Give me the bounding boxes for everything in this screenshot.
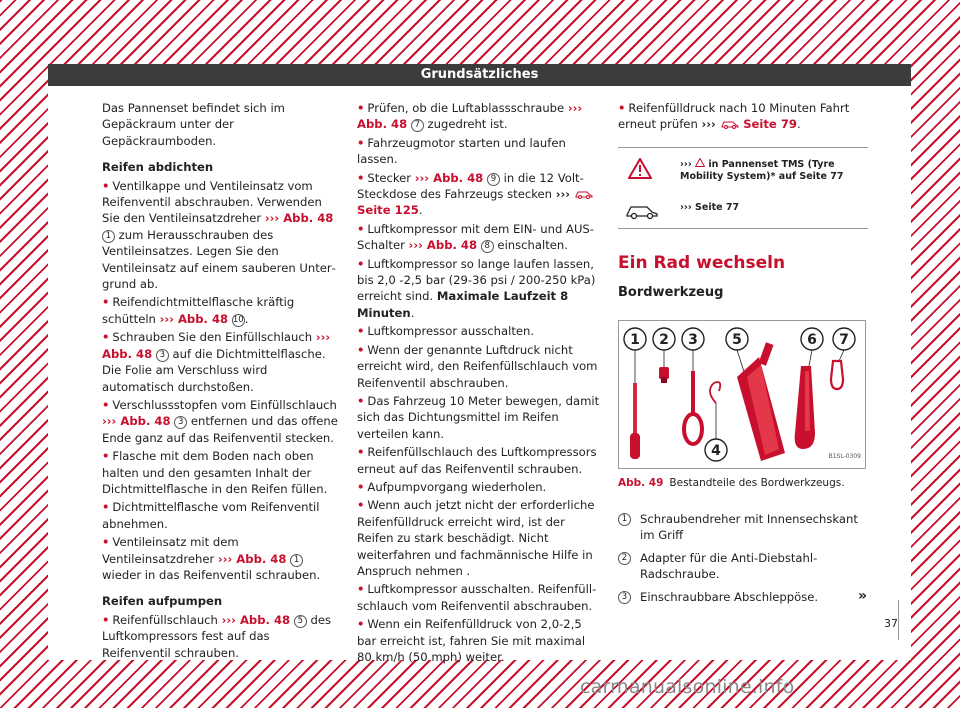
callout-number: 10 — [232, 314, 244, 325]
figure-caption: Abb. 49 Bestandteile des Bordwerkzeugs. — [618, 476, 845, 489]
figure-link[interactable]: ››› Abb. 48 — [408, 238, 478, 253]
list-item: • Luftkompressor mit dem EIN- und AUS-Schalter ››› Abb. 48 8 einschalten. — [357, 221, 594, 253]
figure-label: 4 — [711, 442, 721, 459]
bullet-icon: • — [357, 498, 365, 513]
list-item: • Stecker ››› Abb. 48 9 in die 12 Volt-Steckdose des Fahrzeugs stecken ››› Seite 125. — [357, 170, 601, 219]
subsection-title: Bordwerkzeug — [618, 285, 724, 301]
watermark: carmanualsonline.info — [580, 676, 795, 698]
list-reifen-abdichten — [102, 178, 342, 584]
page-rule — [898, 600, 899, 640]
callout-number: 5 — [294, 615, 307, 628]
bullet-icon: • — [357, 256, 365, 271]
figure-link[interactable]: ››› Abb. 48 — [102, 414, 171, 429]
bullet-icon: • — [102, 612, 110, 627]
callout-number: 1 — [290, 554, 303, 567]
list-item: • Reifenfülldruck nach 10 Minuten Fahrt erneut prüfen ››› Seite 79. — [618, 101, 850, 132]
legend-text: Adapter für die Anti-Diebstahl-Radschraube. — [640, 550, 818, 582]
heading-reifen-abdichten: Reifen abdichten — [102, 160, 214, 175]
figure-link[interactable]: ››› Abb. 48 — [217, 551, 287, 566]
callout-number: 1 — [618, 513, 631, 526]
list-item: • Ventileinsatz mit dem Ventileinsatzdreher ››› Abb. 48 1 wieder in das Reifenventil schrauben. — [102, 535, 321, 582]
figure-link[interactable]: ››› Abb. 48 — [414, 170, 484, 185]
figure-link[interactable]: ››› Abb. 48 — [264, 211, 334, 226]
bullet-icon: • — [357, 445, 365, 460]
car-book-icon — [574, 188, 594, 199]
figure-label: 3 — [688, 331, 698, 348]
figure-label: 7 — [839, 331, 849, 348]
legend-item — [618, 550, 868, 583]
warning-triangle-icon — [628, 158, 652, 179]
bullet-icon: • — [102, 295, 110, 310]
bullet-icon: • — [357, 617, 365, 632]
figure-link[interactable]: ››› Abb. 48 — [357, 101, 583, 132]
legend-text: Schraubendreher mit Innensechskant im Griff — [640, 512, 858, 543]
list-item: • Fahrzeugmotor starten und laufen lassen. — [357, 135, 566, 167]
callout-number: 7 — [411, 119, 424, 132]
page-link[interactable]: Seite 125 — [357, 203, 419, 218]
continued-arrow: » — [858, 588, 868, 604]
column-1 — [102, 100, 342, 663]
callout-number: 9 — [487, 173, 500, 186]
page-number: 37 — [884, 617, 898, 630]
figure-label: 2 — [659, 331, 669, 348]
list-item: • Ventilkappe und Ventileinsatz vom Reifenventil abschrauben. Verwenden Sie den Ventileinsatzdreher ››› Abb. 48 1 zum Herausschrauben des Ventileinsatzes. Legen Sie den Ventileinsatz auf einem sauberen Untergrund ab. — [102, 178, 336, 292]
figure-label: 1 — [630, 331, 640, 348]
car-book-icon — [624, 200, 660, 220]
list-item: • Wenn auch jetzt nicht der erforderliche Reifenfülldruck erreicht wird, ist der Reifen zu stark beschädigt. Nicht weiterfahren und fachmännische Hilfe in Anspruch nehmen . — [357, 498, 595, 578]
list-item: • Reifendichtmittelflasche kräftig schütteln ››› Abb. 48 10. — [102, 295, 295, 326]
bullet-icon: • — [357, 479, 365, 494]
column-2 — [357, 100, 601, 667]
heading-reifen-aufpumpen: Reifen aufpumpen — [102, 594, 223, 609]
bullet-icon: • — [357, 135, 365, 150]
list-item: • Luftkompressor ausschalten. — [357, 324, 535, 339]
section-title: Ein Rad wechseln — [618, 252, 786, 273]
figure-link[interactable]: ››› Abb. 48 — [159, 311, 229, 326]
page-link[interactable]: Seite 79 — [743, 117, 797, 132]
list-item: • Reifenfüllschlauch des Luftkompressors erneut auf das Reifenventil schrauben. — [357, 445, 597, 476]
legend-item — [618, 589, 868, 605]
list-item: • Aufpumpvorgang wiederholen. — [357, 479, 547, 494]
list-item: • Dichtmittelflasche vom Reifenventil abnehmen. — [102, 500, 320, 531]
column-3 — [618, 100, 868, 611]
callout-number: 8 — [481, 240, 494, 253]
figure-link[interactable]: ››› Abb. 48 — [102, 330, 331, 361]
list-item: • Luftkompressor so lange laufen lassen, bis 2,0 -2,5 bar (29-36 psi / 200-250 kPa) erreicht sind. Maximale Laufzeit 8 Minuten. — [357, 256, 596, 320]
warning-box — [618, 147, 868, 229]
bullet-icon: • — [357, 170, 365, 185]
warning-text: ››› in Pannenset TMS (Tyre Mobility System)* auf Seite 77 — [680, 158, 844, 182]
figure-legend — [618, 511, 868, 605]
bullet-icon: • — [618, 101, 626, 115]
header-title: Grundsätzliches — [420, 67, 539, 82]
legend-text: Einschraubbare Abschleppöse. — [640, 589, 819, 604]
callout-number: 3 — [618, 591, 631, 604]
small-warning-icon — [695, 158, 705, 167]
intro-text: Das Pannenset befindet sich im Gepäckraum unter der Gepäckraumboden. — [102, 101, 285, 148]
bullet-icon: • — [357, 342, 365, 357]
warning-link[interactable]: in Pannenset TMS (Tyre Mobility System)* auf Seite 77 — [680, 158, 844, 182]
bullet-icon: • — [357, 582, 365, 597]
list-item: • Das Fahrzeug 10 Meter bewegen, damit sich das Dichtungsmittel im Reifen verteilen kann. — [357, 393, 600, 441]
book-reference[interactable]: ››› Seite 77 — [680, 201, 740, 213]
bullet-icon: • — [102, 500, 110, 515]
list-item: • Reifenfüllschlauch ››› Abb. 48 5 des Luftkompressors fest auf das Reifenventil schrauben. — [102, 612, 332, 660]
bullet-icon: • — [357, 324, 365, 339]
bullet-icon: • — [357, 101, 365, 115]
figure-label: 5 — [732, 331, 742, 348]
callout-number: 2 — [618, 552, 631, 565]
list-item: • Luftkompressor ausschalten. Reifenfüllschlauch vom Reifenventil abschrauben. — [357, 582, 597, 613]
list-reifen-aufpumpen — [102, 612, 342, 661]
car-book-icon — [720, 118, 740, 129]
figure-label: 6 — [807, 331, 817, 348]
list-item: • Wenn ein Reifenfülldruck von 2,0-2,5 bar erreicht ist, fahren Sie mit maximal 80 km/h (50 mph) weiter. — [357, 617, 586, 664]
list-item: • Schrauben Sie den Einfüllschlauch ››› Abb. 48 3 auf die Dichtmittelflasche. Die Folie am Verschluss wird automatisch durchstoßen. — [102, 330, 331, 394]
page-header — [48, 64, 911, 86]
bullet-icon: • — [357, 221, 365, 236]
tools-illustration — [619, 321, 865, 468]
legend-item — [618, 511, 868, 544]
tool-drawings — [630, 342, 843, 461]
callout-number: 3 — [174, 416, 187, 429]
list-item: • Prüfen, ob die Luftablassschraube ››› Abb. 48 7 zugedreht ist. — [357, 101, 583, 132]
list-item: • Flasche mit dem Boden nach oben halten und den gesamten Inhalt der Dichtmittelflasche in den Reifen füllen. — [102, 449, 328, 496]
callout-number: 1 — [102, 230, 115, 243]
list-item: • Wenn der genannte Luftdruck nicht erreicht wird, den Reifenfüllschlauch vom Reifenventil abschrauben. — [357, 342, 598, 390]
figure-ref: Abb. 49 — [618, 476, 664, 489]
figure-code: B1SL-0309 — [828, 453, 861, 461]
figure-bordwerkzeug — [618, 320, 866, 469]
bullet-icon: • — [102, 449, 110, 464]
bullet-icon: • — [102, 535, 110, 550]
list-item: • Verschlussstopfen vom Einfüllschlauch ››› Abb. 48 3 entfernen und das offene Ende ganz auf das Reifenventil stecken. — [102, 397, 338, 445]
figure-link[interactable]: ››› Abb. 48 — [221, 612, 291, 627]
bullet-icon: • — [102, 330, 110, 345]
bullet-icon: • — [357, 393, 365, 408]
callout-number: 3 — [156, 349, 169, 362]
bullet-icon: • — [102, 178, 110, 193]
bullet-icon: • — [102, 397, 110, 412]
